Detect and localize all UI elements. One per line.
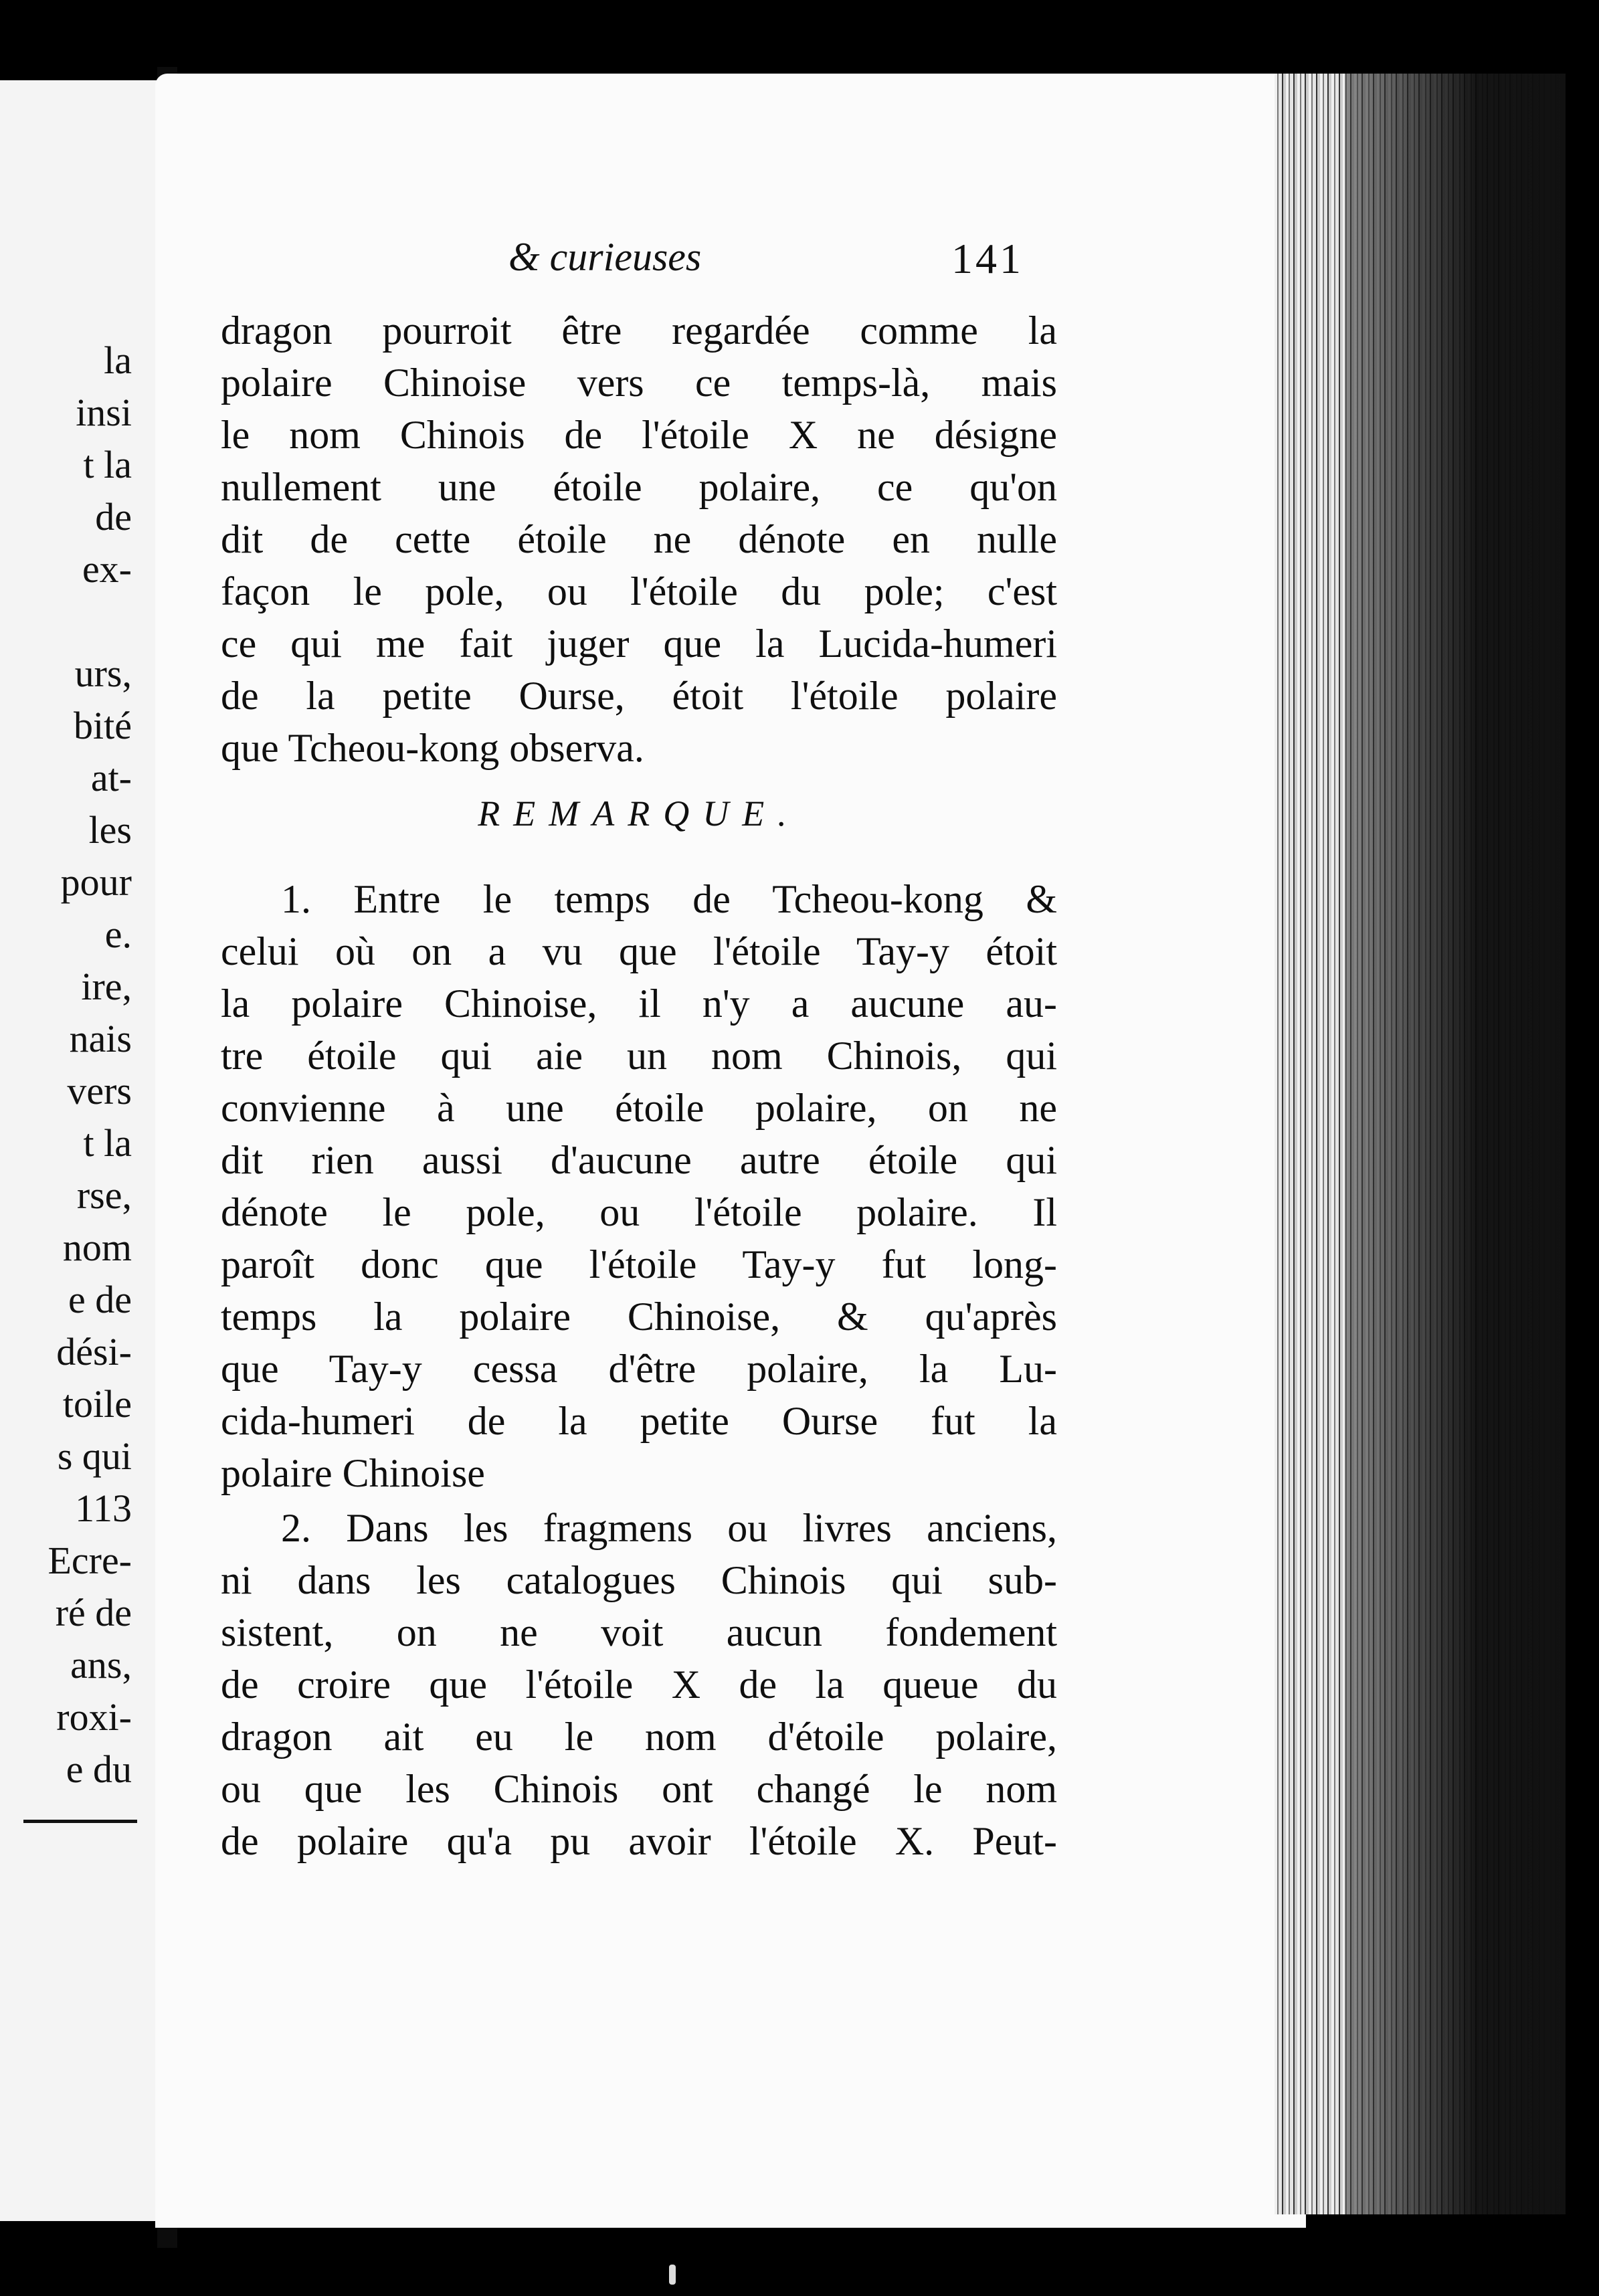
left-page-fragment: ans, <box>70 1643 132 1687</box>
left-page-fragment: s qui <box>57 1434 132 1478</box>
text-line: paroît donc que l'étoile Tay-y fut long- <box>221 1242 1057 1286</box>
scan-artifact <box>669 2265 676 2285</box>
text-line: dit rien aussi d'aucune autre étoile qui <box>221 1138 1057 1182</box>
paragraph-2 <box>221 1502 1057 1867</box>
left-page-fragment: urs, <box>74 652 132 695</box>
page-number: 141 <box>951 235 1024 282</box>
text-line: dragon ait eu le nom d'étoile polaire, <box>221 1715 1057 1759</box>
left-page-fragment: les <box>88 808 132 852</box>
left-page-fragment: pour <box>60 860 132 904</box>
footnote-rule <box>23 1820 137 1823</box>
text-line: temps la polaire Chinoise, & qu'après <box>221 1295 1057 1339</box>
text-line: de croire que l'étoile X de la queue du <box>221 1662 1057 1707</box>
page-header <box>221 234 1024 294</box>
left-page-fragment: toile <box>62 1382 132 1426</box>
text-line: ou que les Chinois ont changé le nom <box>221 1767 1057 1811</box>
text-line: dragon pourroit être regardée comme la <box>221 308 1057 353</box>
left-page-fragment: dési- <box>56 1330 132 1373</box>
text-line: que Tcheou-kong observa. <box>221 726 644 770</box>
left-page-fragment: nais <box>69 1017 132 1060</box>
text-line: que Tay-y cessa d'être polaire, la Lu- <box>221 1347 1057 1391</box>
left-page-fragment: ex- <box>82 547 132 591</box>
text-line: de polaire qu'a pu avoir l'étoile X. Peut- <box>221 1819 1057 1863</box>
left-page-fragment: ire, <box>81 965 132 1008</box>
paragraph-top <box>221 304 1057 774</box>
text-line: convienne à une étoile polaire, on ne <box>221 1086 1057 1130</box>
page-edges-shadow <box>1345 74 1566 2214</box>
left-page-fragment: e de <box>68 1278 132 1321</box>
left-page-fragment: t la <box>83 443 132 486</box>
text-line: de la petite Ourse, étoit l'étoile polaire <box>221 674 1057 718</box>
left-page-fragment: de <box>95 495 132 539</box>
left-page-fragment: la <box>104 339 132 382</box>
text-line: polaire Chinoise <box>221 1451 485 1495</box>
text-line: sistent, on ne voit aucun fondement <box>221 1610 1057 1654</box>
left-page-fragment: roxi- <box>56 1695 132 1739</box>
left-page-fragment: e. <box>104 913 132 956</box>
left-page-fragment: vers <box>67 1069 132 1113</box>
left-page-fragment: at- <box>90 756 132 799</box>
text-line: cida-humeri de la petite Ourse fut la <box>221 1399 1057 1443</box>
left-page-fragment: e du <box>66 1747 132 1791</box>
text-line: celui où on a vu que l'étoile Tay-y étoit <box>221 929 1057 973</box>
left-page-fragment: rse, <box>76 1173 132 1217</box>
text-line: dénote le pole, ou l'étoile polaire. Il <box>221 1190 1057 1234</box>
running-head: & curieuses <box>508 235 702 279</box>
left-page-fragment: t la <box>83 1121 132 1165</box>
text-line: 2. Dans les fragmens ou livres anciens, <box>281 1506 1057 1550</box>
left-page-fragment: 113 <box>75 1487 132 1530</box>
text-line: ni dans les catalogues Chinois qui sub- <box>221 1558 1057 1602</box>
paragraph-1 <box>221 873 1057 1499</box>
text-line: nullement une étoile polaire, ce qu'on <box>221 465 1057 509</box>
left-page-fragment: bité <box>74 704 132 747</box>
left-page-fragment: ré de <box>55 1591 132 1634</box>
text-line: tre étoile qui aie un nom Chinois, qui <box>221 1034 1057 1078</box>
left-page-fragment: insi <box>76 391 132 434</box>
left-page-fragment: nom <box>62 1226 132 1269</box>
left-page-fragment: Ecre- <box>48 1539 132 1582</box>
text-line: la polaire Chinoise, il n'y a aucune au- <box>221 981 1057 1026</box>
text-line: façon le pole, ou l'étoile du pole; c'est <box>221 569 1057 613</box>
text-line: dit de cette étoile ne dénote en nulle <box>221 517 1057 561</box>
text-line: polaire Chinoise vers ce temps-là, mais <box>221 361 1057 405</box>
text-line: le nom Chinois de l'étoile X ne désigne <box>221 413 1057 457</box>
previous-page-edge <box>0 80 161 2221</box>
text-line: ce qui me fait juger que la Lucida-humeri <box>221 621 1057 666</box>
section-heading: REMARQUE. <box>478 793 800 834</box>
text-line: 1. Entre le temps de Tcheou-kong & <box>281 877 1057 921</box>
